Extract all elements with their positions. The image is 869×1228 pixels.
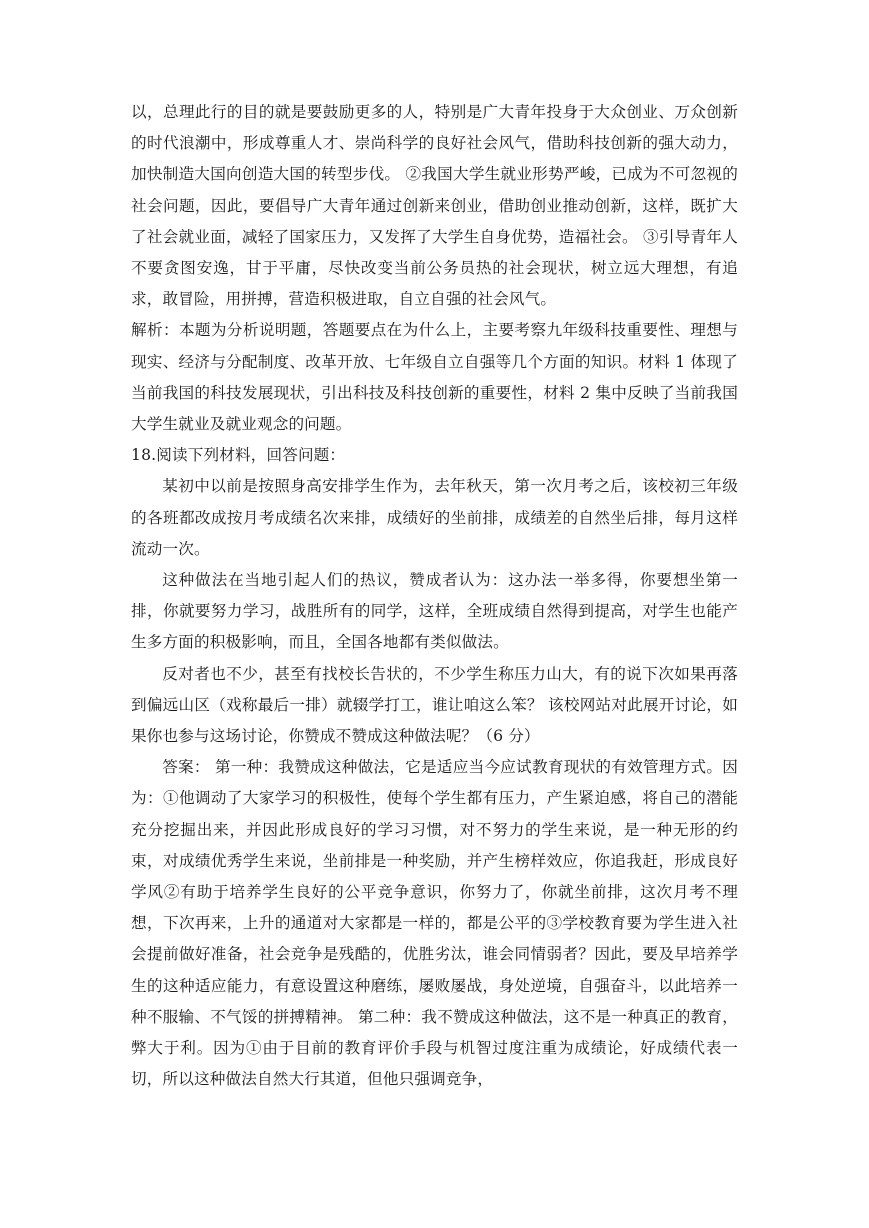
question-18-heading: 18.阅读下列材料，回答问题： [131,446,346,465]
material-paragraph-2: 这种做法在当地引起人们的热议，赞成者认为：这办法一举多得，你要想坐第一排，你就要努力学习，战胜所有的同学，这样，全班成绩自然得到提高，对学生也能产生多方面的积极影响，而且，全国各地都有类似做法。 [131,571,738,652]
material-paragraph-3: 反对者也不少，甚至有找校长告状的，不少学生称压力山大，有的说下次如果再落到偏远山区（戏称最后一排）就辍学打工，谁让咱这么笨？ 该校网站对此展开讨论，如果你也参与这场讨论，你赞成不赞成这种做法呢？（6 分） [131,664,738,746]
analysis-17: 解析：本题为分析说明题，答题要点在为什么上，主要考察九年级科技重要性、理想与现实、经济与分配制度、改革开放、七年级自立自强等几个方面的知识。材料 1 体现了当前我国的科技发展现状，引出科技及科技创新的重要性，材料 2 集中反映了当前我国大学生就业及就业观念的问题。 [131,321,738,434]
answer-17-continuation: 以，总理此行的目的就是要鼓励更多的人，特别是广大青年投身于大众创业、万众创新的时代浪潮中，形成尊重人才、崇尚科学的良好社会风气，借助科技创新的强大动力，加快制造大国向创造大国的转型步伐。 ②我国大学生就业形势严峻，已成为不可忽视的社会问题，因此，要倡导广大青年通过创新来创业，借助创业推动创新，这样，既扩大了社会就业面，减轻了国家压力，又发挥了大学生自身优势，造福社会。 ③引导青年人不要贪图安逸，甘于平庸，尽快改变当前公务员热的社会现状，树立远大理想，有追求，敢冒险，用拼搏，营造积极进取，自立自强的社会风气。 [131,103,738,309]
answer-18: 答案： 第一种：我赞成这种做法，它是适应当今应试教育现状的有效管理方式。因为：①他调动了大家学习的积极性，使每个学生都有压力，产生紧迫感，将自己的潜能充分挖掘出来，并因此形成良好的学习习惯，对不努力的学生来说，是一种无形的约束，对成绩优秀学生来说，坐前排是一种奖励，并产生榜样效应，你追我赶，形成良好学风②有助于培养学生良好的公平竞争意识，你努力了，你就坐前排，这次月考不理想，下次再来，上升的通道对大家都是一样的，都是公平的③学校教育要为学生进入社会提前做好准备，社会竞争是残酷的，优胜劣汰，谁会同情弱者？因此，要及早培养学生的这种适应能力，有意设置这种磨练，屡败屡战，身处逆境，自强奋斗，以此培养一种不服输、不气馁的拼搏精神。 第二种：我不赞成这种做法，这不是一种真正的教育，弊大于利。因为①由于目前的教育评价手段与机智过度注重为成绩论，好成绩代表一切，所以这种做法自然大行其道，但他只强调竞争， [131,758,738,1089]
material-paragraph-1: 某初中以前是按照身高安排学生作为，去年秋天，第一次月考之后，该校初三年级的各班都改成按月考成绩名次来排，成绩好的坐前排，成绩差的自然坐后排，每月这样流动一次。 [131,477,738,558]
